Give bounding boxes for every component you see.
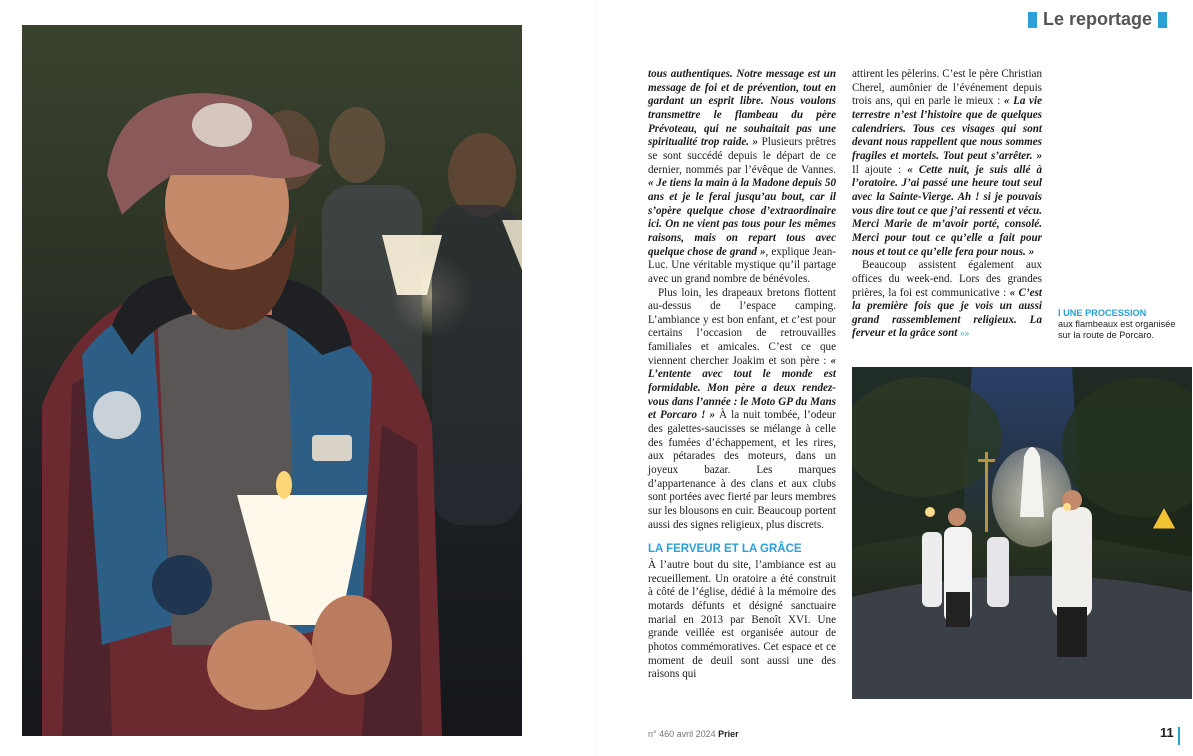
quote-text: tous authentiques. Notre message est un message de foi et de prévention, tout en gardant un esprit libre. Nous voulons transmettre le flambeau du père Prévoteau, qui ne souhaitait pas une spiritualité trop raide. » — [648, 68, 836, 149]
text-column-2 — [852, 68, 1042, 341]
section-header — [1028, 9, 1167, 30]
biker-illustration — [22, 25, 522, 736]
caption-text: aux flambeaux est organisée sur la route de Porcaro. — [1058, 319, 1176, 340]
issue-info: n° 460 avril 2024 — [648, 729, 716, 739]
header-right-square-icon — [1158, 12, 1167, 28]
body-text: Il ajoute : — [852, 163, 908, 176]
quote-text: « Cette nuit, je suis allé à l’oratoire. J’ai passé une heure tout seul avec la Sainte-Vierge. Ah ! si je pouvais vous dire tout ce que j’ai ressenti et vécu. Merci Marie de m’avoir porté, consolé. Merci pour tout ce qu’elle a fait pour nous et tout ce qu’elle fera pour nous. » — [852, 163, 1042, 258]
continue-arrow-icon: »» — [960, 329, 970, 339]
col1-paragraph-3: À l’autre bout du site, l’ambiance est au recueillement. Un oratoire a été construit à côté de l’église, dédié à la mémoire des motards défunts et désigné sanctuaire marial en 2013 par Benoît XVI. Une grande veillée est organisée autour de photos commémoratives. Cet espace et ce moment de deuil sont aussi une des raisons qui — [648, 558, 836, 681]
caption-title: I UNE PROCESSION — [1058, 308, 1147, 318]
col1-paragraph-2 — [648, 287, 836, 533]
body-text: attirent les pèlerins. C’est le père Christian Cherel, aumônier de l’événement depuis trois ans, qui en parle le mieux : — [852, 68, 1042, 108]
page-footer — [648, 729, 739, 739]
col2-paragraph-2 — [852, 259, 1042, 341]
photo-caption — [1058, 308, 1188, 341]
body-text: , explique Jean-Luc. Une véritable mystique qu’il partage avec un grand nombre de bénévoles. — [648, 245, 836, 285]
section-title: Le reportage — [1042, 9, 1152, 29]
body-text: Beaucoup assistent également aux offices du week-end. Lors des grandes prières, la foi est communicative : — [852, 259, 1042, 299]
text-column-1 — [648, 68, 836, 682]
col2-paragraph-1 — [852, 68, 1042, 259]
body-text: Plusieurs prêtres se sont succédé depuis le départ de ce dernier, nommés par l’évêque de Vannes. — [648, 136, 836, 176]
quote-text: « La vie terrestre n’est l’histoire que de quelques calendriers. Tous ces visages qui sont devant nous rappellent que nous sommes fragiles et mortels. Tout peut s’arrêter. » — [852, 95, 1042, 162]
magazine-brand: Prier — [718, 729, 739, 739]
section-subheading: LA FERVEUR ET LA GRÂCE — [648, 543, 802, 556]
procession-photo — [852, 367, 1192, 699]
page-number: 11 — [1160, 725, 1174, 740]
page-gutter — [596, 0, 597, 756]
page-number-bar — [1178, 727, 1180, 745]
biker-photo — [22, 25, 522, 736]
quote-text: « C’est la première fois que je vois un aussi grand rassemblement religieux. La ferveur et la grâce sont — [852, 286, 1042, 340]
body-text: À la nuit tombée, l’odeur des galettes-saucisses se mélange à celle des fumées d’échappement, et les rires, aux pétarades des moteurs, dans un joyeux bazar. Les marques d’appartenance à des clans et aux clubs sont portées avec fierté par leurs membres sur les blousons en cuir. Beaucoup portent aussi des signes religieux, plus discrets. — [648, 409, 836, 531]
quote-text: « Je tiens la main à la Madone depuis 50 ans et je le ferai jusqu’au bout, car il s’opère quelque chose d’extraordinaire ici. On ne vient pas tous pour les mêmes raisons, mais on repart tous avec quelque chose de grand » — [648, 177, 836, 258]
header-left-square-icon — [1028, 12, 1037, 28]
quote-text: « L’entente avec tout le monde est formidable. Mon père a deux rendez-vous dans l’année : le Moto GP du Mans et Porcaro ! » — [648, 354, 836, 422]
body-text: Plus loin, les drapeaux bretons flottent au-dessus de l’espace camping. L’ambiance y est bon enfant, et c’est pour certains l’occasion de retrouvailles familiales et amicales. C’est ce que viennent chercher Joakim et son père : — [648, 286, 836, 367]
procession-illustration — [852, 367, 1192, 699]
col1-paragraph-1 — [648, 68, 836, 287]
